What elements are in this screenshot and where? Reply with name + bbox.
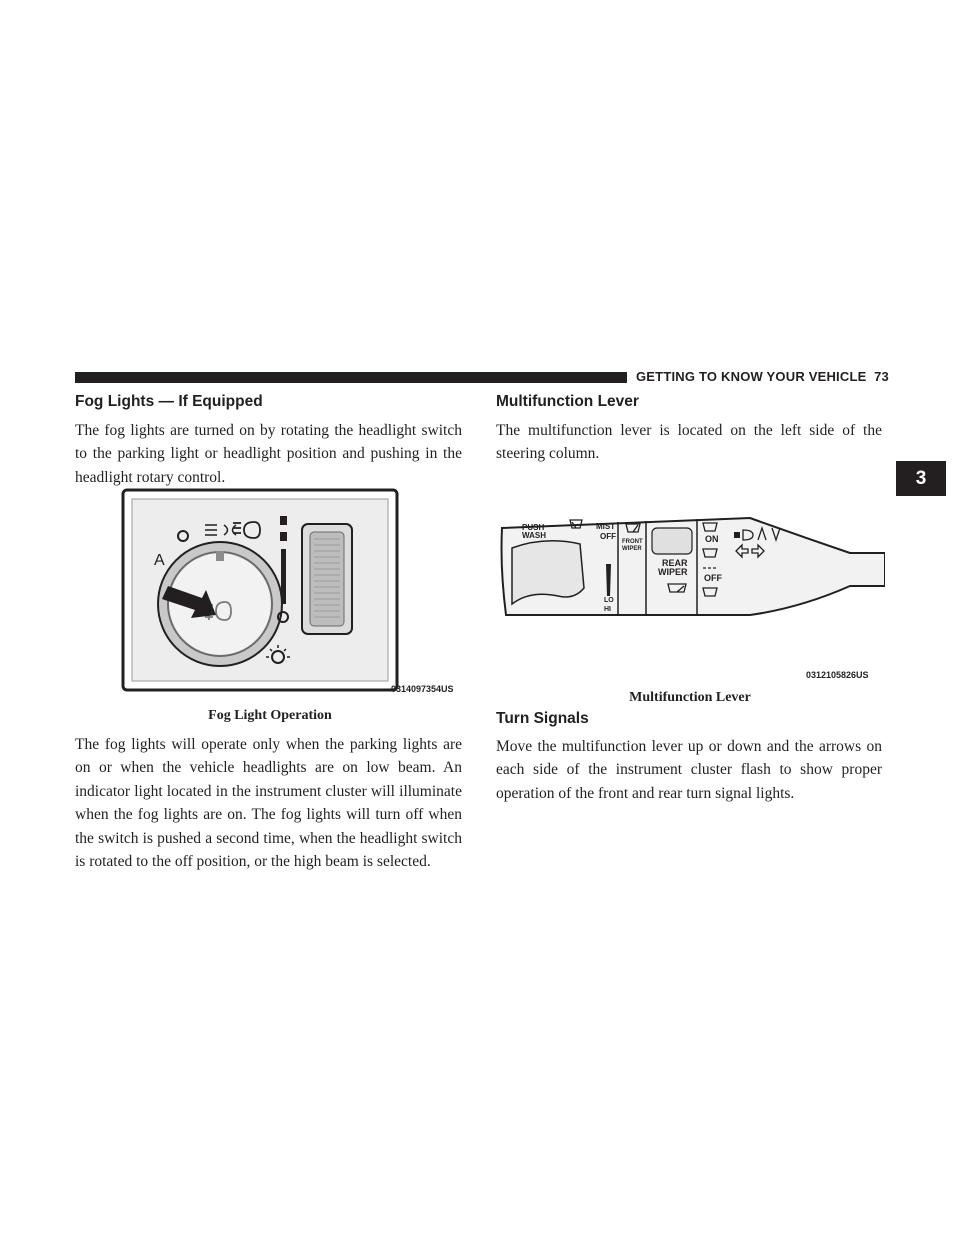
label-wash: WASH [522, 531, 546, 540]
page-number: 73 [874, 369, 889, 384]
fog-lights-heading: Fog Lights — If Equipped [75, 393, 263, 410]
label-hi: HI [604, 606, 611, 613]
label-off-rear: OFF [704, 573, 722, 583]
label-mist: MIST [596, 522, 616, 531]
multifunction-lever-figure [500, 508, 885, 688]
turn-signals-heading: Turn Signals [496, 710, 589, 727]
fog-lights-body: The fog lights will operate only when the parking lights are on or when the vehicle headlights are on low beam. An indicator light located in the instrument cluster will illuminate when the fog lights are on. The fog lights will turn off when the switch is pushed a second time, when the headlight switch is rotated to the off position, or the high beam is selected. [75, 736, 462, 871]
label-push: PUSH [522, 523, 545, 532]
figure-label-a: A [154, 552, 165, 569]
headlight-switch-illustration [120, 487, 464, 695]
label-front: FRONT [622, 539, 643, 545]
fog-light-figure [120, 487, 464, 695]
running-header [636, 369, 889, 384]
multifunction-lever-illustration [500, 508, 885, 688]
multifunction-lever-caption: Multifunction Lever [629, 690, 751, 705]
label-rear: REAR [662, 558, 688, 568]
label-off: OFF [600, 532, 616, 541]
fog-lights-intro: The fog lights are turned on by rotating the headlight switch to the parking light or headlight position and pushing in the headlight rotary control. [75, 422, 462, 486]
label-on: ON [705, 534, 719, 544]
figure-code: 0314097354US [391, 684, 454, 694]
figure-code: 0312105826US [806, 670, 869, 680]
header-rule [75, 372, 627, 383]
multifunction-lever-paragraph: The multifunction lever is located on the left side of the steering column. [496, 422, 882, 463]
section-title: GETTING TO KNOW YOUR VEHICLE [636, 369, 867, 384]
label-rear-wiper: WIPER [658, 567, 688, 577]
multifunction-lever-heading: Multifunction Lever [496, 393, 639, 410]
label-lo: LO [604, 597, 614, 604]
chapter-tab: 3 [896, 461, 946, 496]
label-front-wiper: WIPER [622, 546, 642, 552]
turn-signals-paragraph: Move the multifunction lever up or down and the arrows on each side of the instrument cluster flash to show proper operation of the front and rear turn signal lights. [496, 738, 882, 802]
fog-light-caption: Fog Light Operation [208, 708, 332, 723]
